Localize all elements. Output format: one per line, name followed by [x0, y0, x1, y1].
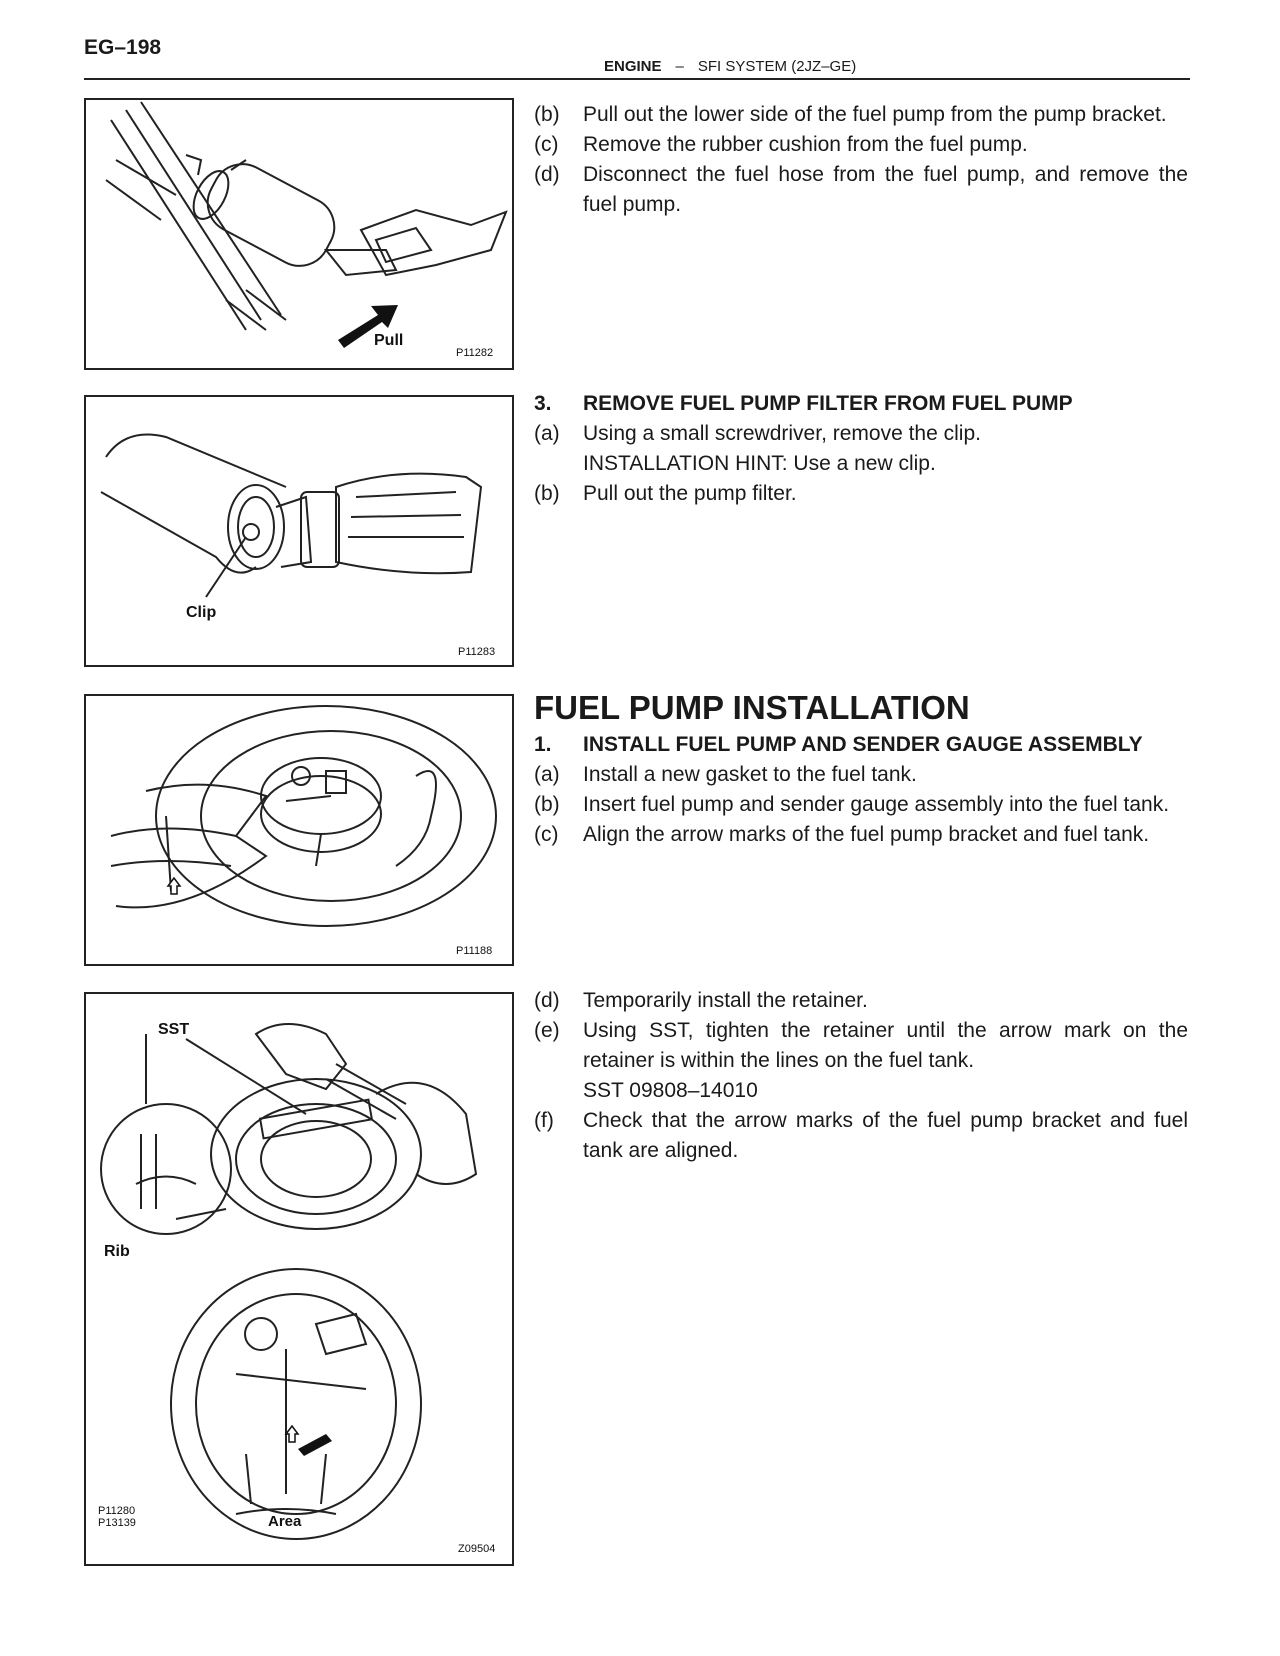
text-block-remove-pump — [534, 100, 1188, 220]
fig2-clip-label: Clip — [186, 604, 217, 621]
fig4-code-c: Z09504 — [458, 1543, 496, 1555]
fig1-code: P11282 — [456, 347, 494, 359]
figure-sender-gauge-alignment — [84, 694, 514, 966]
installation-hint: INSTALLATION HINT: Use a new clip. — [583, 452, 936, 475]
figure-retainer-sst — [84, 992, 514, 1566]
pump-filter-illustration — [86, 397, 512, 665]
step-b-pull-pump: (b) Pull out the lower side of the fuel pump from the pump bracket. — [534, 103, 1167, 126]
fig3-code: P11188 — [456, 945, 493, 957]
step-a-remove-clip: (a) Using a small screwdriver, remove the clip. — [534, 422, 981, 445]
figure-pump-filter-clip — [84, 395, 514, 667]
step-d-disconnect-hose: (d) Disconnect the fuel hose from the fuel pump, and remove the fuel pump. — [534, 163, 1188, 216]
fig4-area-label: Area — [268, 1513, 302, 1530]
fig4-code-a: P11280 — [98, 1505, 136, 1517]
fig4-rib-label: Rib — [104, 1243, 130, 1260]
text-block-retainer — [534, 986, 1188, 1166]
text-block-installation — [534, 688, 1188, 850]
tank-alignment-illustration — [86, 696, 512, 964]
page-number: EG–198 — [84, 36, 162, 59]
page-header — [84, 58, 1190, 80]
step-c-remove-cushion: (c) Remove the rubber cushion from the fuel pump. — [534, 133, 1028, 156]
step-c-align-marks: (c) Align the arrow marks of the fuel pump bracket and fuel tank. — [534, 823, 1150, 846]
step-b-pull-filter: (b) Pull out the pump filter. — [534, 482, 797, 505]
fig4-code-b: P13139 — [98, 1517, 136, 1529]
header-section: ENGINE — [604, 58, 662, 75]
fig1-pull-label: Pull — [374, 332, 404, 349]
step-f-check-alignment: (f) Check that the arrow marks of the fuel pump bracket and fuel tank are aligned. — [534, 1109, 1188, 1162]
fig4-sst-label: SST — [158, 1021, 190, 1038]
retainer-tightening-illustration — [86, 994, 512, 1564]
header-subsection: SFI SYSTEM (2JZ–GE) — [697, 58, 857, 75]
fuel-pump-bracket-illustration — [86, 100, 512, 368]
sst-part-number: SST 09808–14010 — [583, 1079, 758, 1102]
heading-remove-filter: 3. REMOVE FUEL PUMP FILTER FROM FUEL PUMP — [534, 392, 1073, 415]
step-e-tighten-retainer: (e) Using SST, tighten the retainer until the arrow mark on the retainer is within the lines on the fuel tank. — [534, 1019, 1188, 1072]
step-d-install-retainer: (d) Temporarily install the retainer. — [534, 989, 868, 1012]
fig2-code: P11283 — [458, 646, 496, 658]
header-separator: – — [675, 58, 684, 75]
step-a-install-gasket: (a) Install a new gasket to the fuel tank. — [534, 763, 917, 786]
step-b-insert-assembly: (b) Insert fuel pump and sender gauge assembly into the fuel tank. — [534, 793, 1170, 816]
heading-install-assembly: 1. INSTALL FUEL PUMP AND SENDER GAUGE ASSEMBLY — [534, 733, 1143, 756]
figure-fuel-pump-removal — [84, 98, 514, 370]
text-block-remove-filter — [534, 389, 1188, 509]
section-title: FUEL PUMP INSTALLATION — [534, 689, 970, 726]
